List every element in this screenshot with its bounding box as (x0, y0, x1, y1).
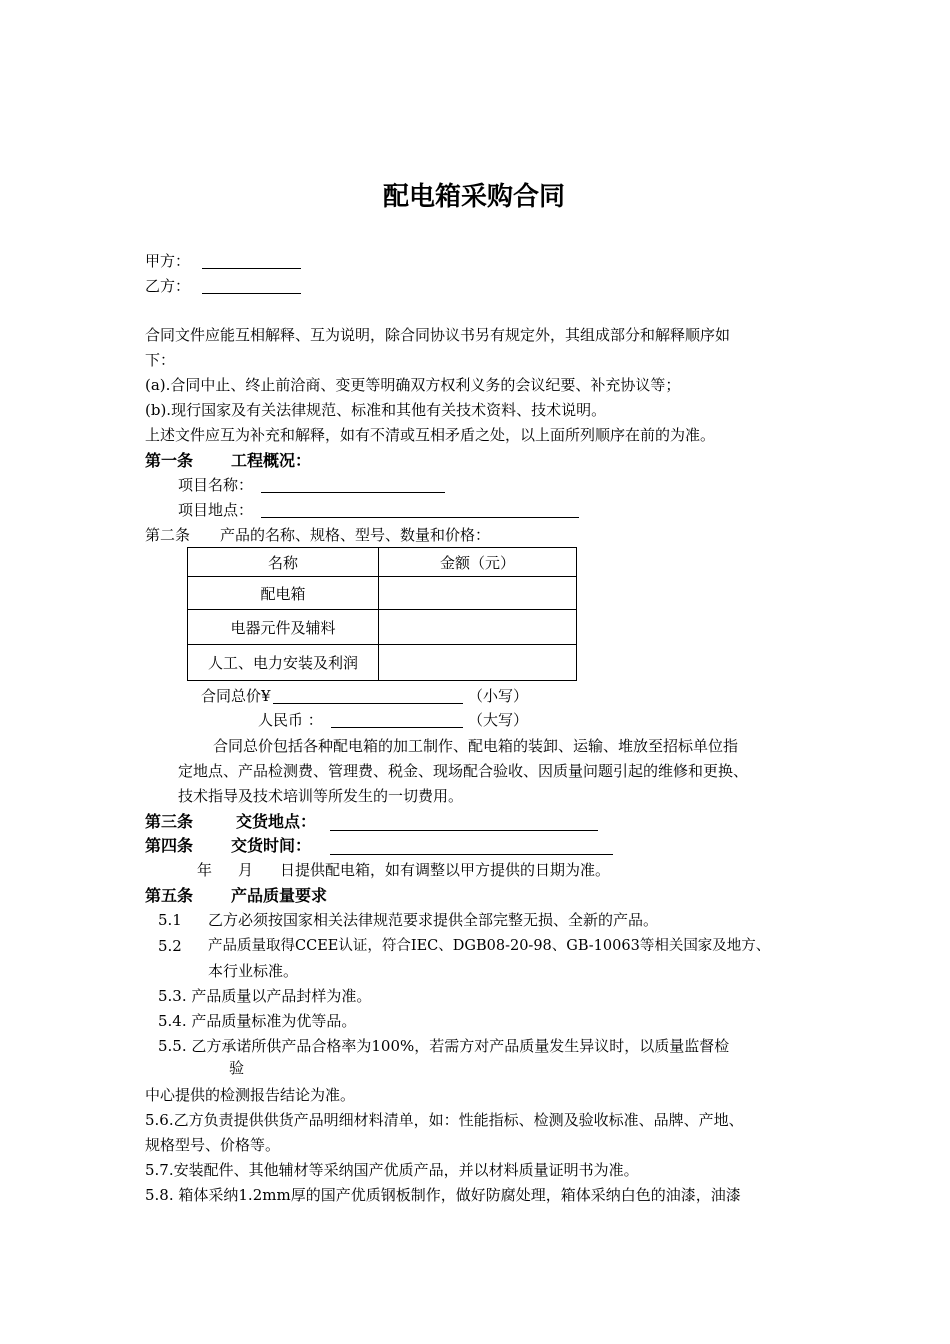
clause-text: 5.4. 产品质量标准为优等品。 (158, 1012, 357, 1030)
intro-item-b: (b).现行国家及有关法律规范、标准和其他有关技术资料、技术说明。 (145, 401, 607, 419)
clause-text: 5.7.安装配件、其他辅材等采纳国产优质产品，并以材料质量证明书为准。 (145, 1161, 639, 1179)
scope-line: 定地点、产品检测费、管理费、税金、现场配合验收、因质量问题引起的维修和更换、 (178, 762, 749, 780)
price-table (187, 547, 577, 681)
article2-heading: 第二条 (145, 526, 191, 544)
clause-text: 本行业标准。 (208, 962, 299, 980)
table-row (188, 610, 577, 645)
clause-text: 5.3. 产品质量以产品封样为准。 (158, 987, 372, 1005)
party-b-label: 乙方： (145, 277, 191, 295)
intro-item-a: (a).合同中止、终止前洽商、变更等明确双方权利义务的会议纪要、补充协议等； (145, 376, 681, 394)
table-header-cell: 金额（元） (379, 548, 577, 577)
table-header-cell: 名称 (188, 548, 379, 577)
total-price-note: （小写） (468, 687, 529, 705)
table-cell: 电器元件及辅料 (188, 610, 379, 645)
article5-title: 产品质量要求 (231, 886, 328, 905)
clause-text: 产品质量取得CCEE认证，符合IEC、DGB08-20-98、GB-10063等相关国家及地方、 (208, 938, 771, 954)
clause-text: 5.6.乙方负责提供供货产品明细材料清单，如：性能指标、检测及验收标准、品牌、产地、 (145, 1111, 744, 1129)
total-price-label: 合同总价¥ (201, 687, 271, 705)
scope-line: 技术指导及技术培训等所发生的一切费用。 (178, 787, 464, 805)
table-row (188, 645, 577, 681)
clause-text: 5.8. 箱体采纳1.2mm厚的国产优质钢板制作，做好防腐处理，箱体采纳白色的油漆，油漆 (145, 1186, 741, 1204)
table-cell (379, 610, 577, 645)
clause-number: 5.1 (158, 911, 182, 929)
table-cell (379, 577, 577, 610)
rmb-blank (331, 727, 463, 728)
table-header-row (188, 548, 577, 577)
article2-title: 产品的名称、规格、型号、数量和价格： (220, 526, 491, 544)
intro-line: 合同文件应能互相解释、互为说明，除合同协议书另有规定外，其组成部分和解释顺序如 (145, 326, 731, 344)
project-site-blank (261, 517, 579, 518)
article3-title: 交货地点： (236, 812, 317, 831)
delivery-time-blank (330, 854, 613, 855)
article4-title: 交货时间： (231, 836, 312, 855)
delivery-site-blank (330, 830, 598, 831)
project-site-label: 项目地点： (178, 501, 254, 519)
article3-heading: 第三条 (145, 812, 194, 831)
project-name-label: 项目名称： (178, 476, 254, 494)
table-cell: 人工、电力安装及利润 (188, 645, 379, 681)
rmb-label: 人民币 ： (258, 711, 323, 729)
rmb-note: （大写） (468, 711, 529, 729)
article1-heading: 第一条 (145, 451, 194, 470)
total-price-blank (273, 703, 463, 704)
party-a-blank (202, 268, 301, 269)
scope-line: 合同总价包括各种配电箱的加工制作、配电箱的装卸、运输、堆放至招标单位指 (213, 737, 739, 755)
article5-heading: 第五条 (145, 886, 194, 905)
delivery-year: 年 (197, 861, 213, 879)
article1-title: 工程概况： (231, 451, 312, 470)
table-cell (379, 645, 577, 681)
clause-text: 中心提供的检测报告结论为准。 (145, 1086, 356, 1104)
table-cell: 配电箱 (188, 577, 379, 610)
clause-text: 规格型号、价格等。 (145, 1136, 281, 1154)
clause-text: 5.5. 乙方承诺所供产品合格率为100%，若需方对产品质量发生异议时，以质量监督检 (158, 1037, 730, 1055)
delivery-month: 月 (238, 861, 254, 879)
party-a-label: 甲方： (145, 252, 191, 270)
intro-summary: 上述文件应互为补充和解释，如有不清或互相矛盾之处，以上面所列顺序在前的为准。 (145, 426, 716, 444)
clause-text: 乙方必须按国家相关法律规范要求提供全部完整无损、全新的产品。 (208, 911, 659, 929)
table-row (188, 577, 577, 610)
intro-line: 下： (145, 351, 176, 369)
project-name-blank (261, 492, 445, 493)
party-b-blank (202, 293, 301, 294)
clause-text: 验 (229, 1059, 245, 1077)
clause-number: 5.2 (158, 937, 182, 955)
article4-heading: 第四条 (145, 836, 194, 855)
document-title: 配电箱采购合同 (383, 182, 566, 212)
delivery-text: 日提供配电箱，如有调整以甲方提供的日期为准。 (280, 861, 611, 879)
